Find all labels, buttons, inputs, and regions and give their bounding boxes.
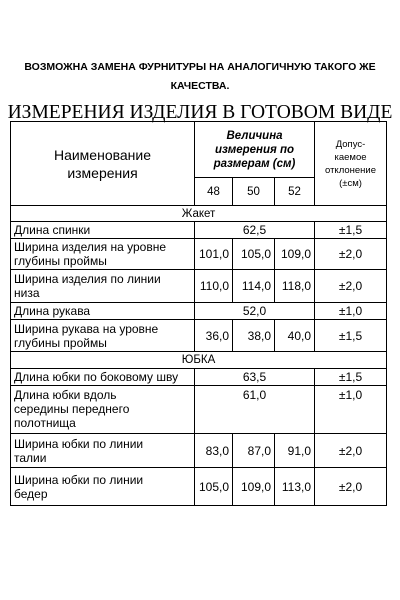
row-value-50: 114,0 [233, 270, 275, 303]
row-value-48: 105,0 [195, 468, 233, 506]
row-value-50: 109,0 [233, 468, 275, 506]
row-tolerance: ±2,0 [315, 239, 387, 270]
table-row [11, 270, 387, 303]
row-value-48: 36,0 [195, 320, 233, 352]
header-tol-line-1: Допус- [335, 138, 366, 150]
row-name: Ширина изделия по линии низа [11, 270, 195, 303]
header-tol-line-4: (±см) [339, 177, 362, 189]
row-tolerance: ±1,5 [315, 369, 387, 386]
table-row [11, 239, 387, 270]
row-value-48: 101,0 [195, 239, 233, 270]
row-value-all-sizes: 61,0 [195, 386, 315, 434]
table-row [11, 222, 387, 239]
section-jacket: Жакет [11, 206, 387, 222]
row-tolerance: ±2,0 [315, 270, 387, 303]
header-value-cell [195, 122, 315, 178]
row-tolerance: ±2,0 [315, 468, 387, 506]
header-tolerance-cell [315, 122, 387, 206]
table-row [11, 468, 387, 506]
header-tol-line-3: отклонение [325, 164, 376, 176]
row-value-52: 118,0 [275, 270, 315, 303]
row-tolerance: ±1,0 [315, 303, 387, 320]
measurements-table [10, 121, 387, 506]
row-name: Ширина изделия на уровне глубины проймы [11, 239, 195, 270]
size-50: 50 [233, 178, 275, 206]
notice-line-2: КАЧЕСТВА. [170, 80, 230, 92]
header-value-line-3: размерам (см) [213, 157, 296, 170]
section-skirt-row [11, 352, 387, 369]
row-value-50: 87,0 [233, 434, 275, 468]
row-value-52: 40,0 [275, 320, 315, 352]
header-row [11, 122, 387, 178]
page-title: ИЗМЕРЕНИЯ ИЗДЕЛИЯ В ГОТОВОМ ВИДЕ [7, 102, 393, 123]
row-value-52: 109,0 [275, 239, 315, 270]
row-tolerance: ±1,5 [315, 222, 387, 239]
row-name: Ширина юбки по линии талии [11, 434, 195, 468]
fittings-notice [14, 58, 386, 96]
row-name: Ширина юбки по линии бедер [11, 468, 195, 506]
row-name: Длина спинки [11, 222, 195, 239]
header-name-line-2: измерения [67, 164, 138, 181]
row-tolerance: ±2,0 [315, 434, 387, 468]
section-skirt: ЮБКА [11, 352, 387, 369]
row-value-52: 91,0 [275, 434, 315, 468]
section-jacket-row [11, 206, 387, 222]
header-value-line-2: измерения по [214, 143, 295, 156]
table-row [11, 369, 387, 386]
row-tolerance: ±1,5 [315, 320, 387, 352]
table-row [11, 320, 387, 352]
row-value-48: 110,0 [195, 270, 233, 303]
notice-line-1: ВОЗМОЖНА ЗАМЕНА ФУРНИТУРЫ НА АНАЛОГИЧНУЮ ТАКОГО ЖЕ [24, 61, 376, 73]
size-48: 48 [195, 178, 233, 206]
row-value-all-sizes: 52,0 [195, 303, 315, 320]
table-row [11, 434, 387, 468]
header-name-cell [11, 122, 195, 206]
table-row [11, 303, 387, 320]
row-name: Длина юбки вдоль середины переднего полотнища [11, 386, 195, 434]
header-tol-line-2: каемое [334, 151, 367, 163]
row-tolerance: ±1,0 [315, 386, 387, 434]
table-row [11, 386, 387, 434]
row-value-all-sizes: 63,5 [195, 369, 315, 386]
row-name: Длина рукава [11, 303, 195, 320]
row-value-48: 83,0 [195, 434, 233, 468]
row-value-50: 38,0 [233, 320, 275, 352]
row-name: Длина юбки по боковому шву [11, 369, 195, 386]
row-value-52: 113,0 [275, 468, 315, 506]
size-52: 52 [275, 178, 315, 206]
row-value-50: 105,0 [233, 239, 275, 270]
header-name-line-1: Наименование [53, 146, 152, 163]
row-name: Ширина рукава на уровне глубины проймы [11, 320, 195, 352]
header-value-line-1: Величина [226, 129, 283, 142]
row-value-all-sizes: 62,5 [195, 222, 315, 239]
